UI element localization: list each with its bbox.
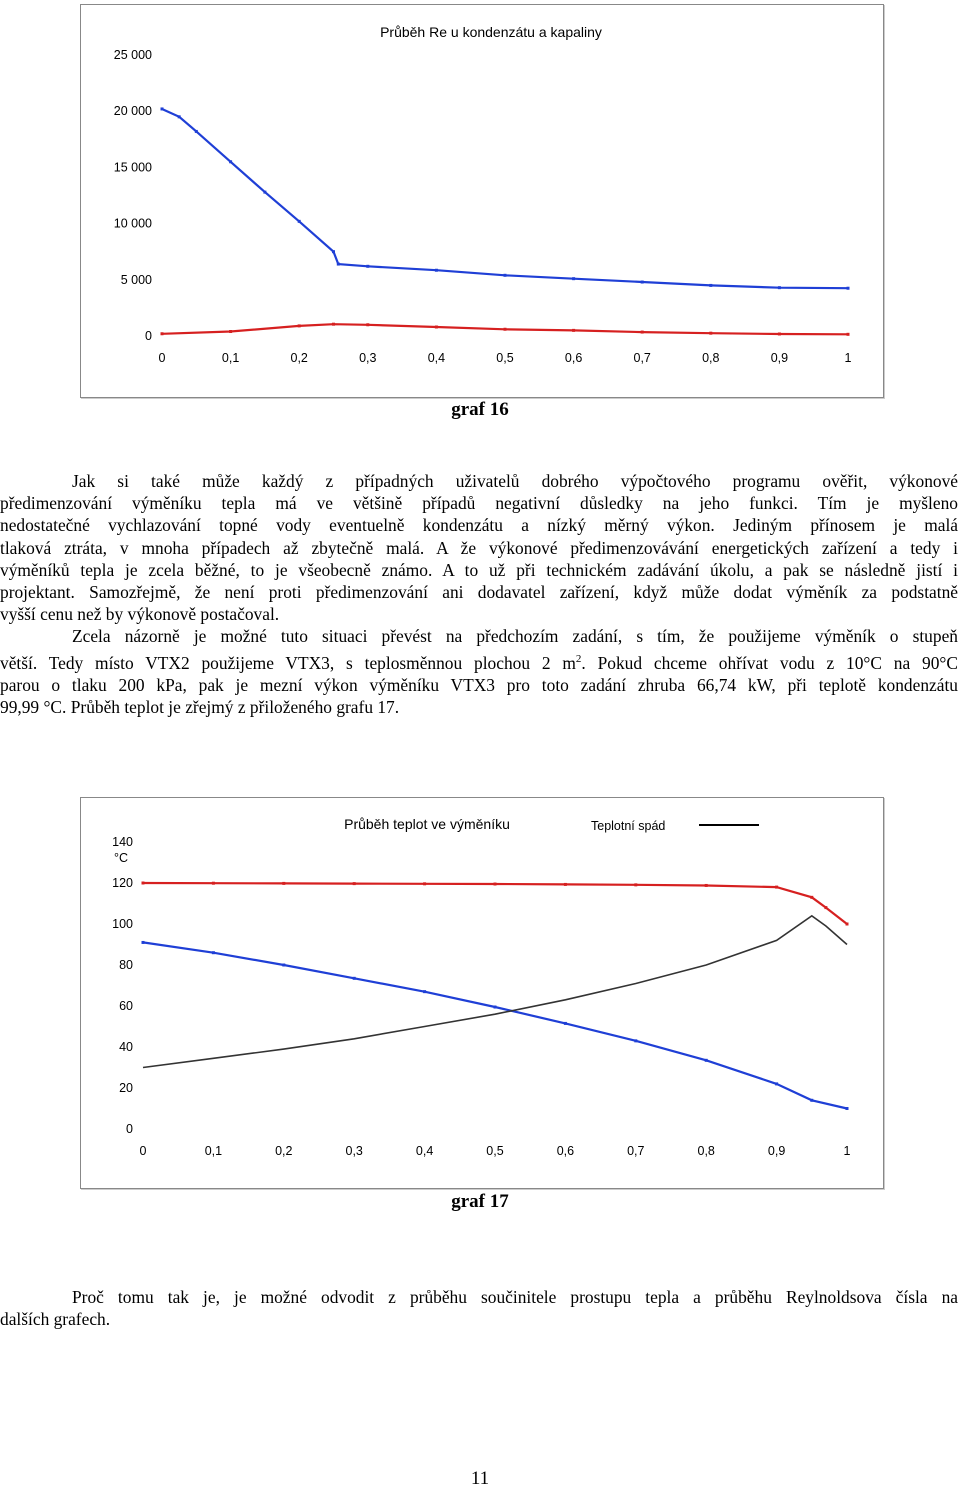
data-point bbox=[161, 107, 164, 110]
data-point bbox=[775, 886, 778, 889]
data-point bbox=[298, 324, 301, 327]
x-tick-label: 0,2 bbox=[290, 351, 308, 365]
x-tick-label: 0,9 bbox=[767, 1144, 786, 1158]
chart-re-frame bbox=[80, 4, 884, 398]
data-point bbox=[564, 883, 567, 886]
p3-line-2: dalších grafech. bbox=[0, 1309, 111, 1330]
data-point bbox=[709, 332, 712, 335]
x-tick-label: 0,7 bbox=[627, 1144, 645, 1158]
y-tick-label: 140 bbox=[112, 835, 133, 849]
data-point bbox=[353, 977, 356, 980]
data-point bbox=[634, 883, 637, 886]
data-point bbox=[282, 882, 285, 885]
data-point bbox=[709, 284, 712, 287]
y-tick-label: 10 000 bbox=[113, 216, 152, 231]
data-point bbox=[298, 220, 301, 223]
chart-temp bbox=[81, 798, 883, 1188]
x-tick-label: 0 bbox=[139, 1144, 147, 1158]
data-point bbox=[564, 1022, 567, 1025]
x-tick-label: 1 bbox=[843, 1144, 851, 1158]
data-point bbox=[178, 115, 181, 118]
x-tick-label: 0,4 bbox=[427, 351, 446, 365]
data-point bbox=[778, 332, 781, 335]
y-tick-label: 40 bbox=[119, 1040, 133, 1054]
data-point bbox=[366, 323, 369, 326]
series-line-0 bbox=[143, 883, 847, 924]
data-point bbox=[282, 964, 285, 967]
data-point bbox=[195, 130, 198, 133]
x-tick-label: 0,9 bbox=[770, 351, 789, 365]
data-point bbox=[778, 286, 781, 289]
p1-line-4: tlaková ztráta, v mnoha případech až zbytečně malá. A že výkonové předimenzovávání energetických zařízení a tedy i bbox=[0, 537, 958, 558]
data-point bbox=[705, 884, 708, 887]
p1-line-5: výměníků tepla je zcela běžné, to je všeobecně známo. A to už při technickém zadávání úkolu, a pak se následně jistí i bbox=[0, 559, 958, 580]
p1-line-3: nedostatečné vychlazování topné vody eventuelně kondenzátu a nízký měrný výkon. Jediným přínosem je malá bbox=[0, 515, 958, 536]
p1-line-6: projektant. Samozřejmě, že není proti předimenzování ani dodavatel zařízení, když může dodat výměník za podstatně bbox=[0, 582, 958, 603]
data-point bbox=[494, 1006, 497, 1009]
paragraph-block-2 bbox=[0, 1286, 958, 1330]
x-tick-label: 0 bbox=[158, 351, 166, 365]
x-tick-label: 0,7 bbox=[633, 351, 651, 365]
data-point bbox=[142, 941, 145, 944]
y-tick-label: 120 bbox=[112, 876, 133, 890]
data-point bbox=[847, 333, 850, 336]
data-point bbox=[810, 1099, 813, 1102]
x-tick-label: 0,8 bbox=[697, 1144, 715, 1158]
y-tick-label: 60 bbox=[119, 999, 133, 1013]
data-point bbox=[366, 265, 369, 268]
caption-graf-17: graf 17 bbox=[451, 1191, 509, 1212]
data-point bbox=[504, 328, 507, 331]
y-tick-label: 20 bbox=[119, 1081, 133, 1095]
data-point bbox=[229, 330, 232, 333]
data-point bbox=[504, 274, 507, 277]
data-point bbox=[824, 906, 827, 909]
y-axis-label: °C bbox=[113, 851, 129, 865]
p1-line-7: vyšší cenu než by výkonově postačoval. bbox=[0, 604, 280, 625]
x-tick-label: 0,5 bbox=[496, 351, 514, 365]
x-tick-label: 0,8 bbox=[702, 351, 720, 365]
y-tick-label: 0 bbox=[145, 329, 152, 343]
p3-line-1: Proč tomu tak je, je možné odvodit z průběhu součinitele prostupu tepla a průběhu Reylnoldsova čísla na bbox=[72, 1287, 958, 1307]
x-tick-label: 0,3 bbox=[345, 1144, 363, 1158]
data-point bbox=[142, 882, 145, 885]
chart-re bbox=[81, 5, 883, 397]
data-point bbox=[212, 882, 215, 885]
x-tick-label: 0,2 bbox=[275, 1144, 293, 1158]
x-tick-label: 0,1 bbox=[221, 351, 240, 365]
data-point bbox=[337, 263, 340, 266]
paragraph-block-1 bbox=[0, 470, 958, 718]
data-point bbox=[435, 326, 438, 329]
data-point bbox=[705, 1059, 708, 1062]
data-point bbox=[847, 287, 850, 290]
series-line-2 bbox=[143, 916, 847, 1068]
chart-title: Průběh Re u kondenzátu a kapaliny bbox=[380, 24, 602, 40]
y-tick-label: 5 000 bbox=[120, 272, 152, 287]
data-point bbox=[353, 882, 356, 885]
series-line-1 bbox=[143, 942, 847, 1108]
data-point bbox=[775, 1082, 778, 1085]
data-point bbox=[229, 160, 232, 163]
data-point bbox=[435, 269, 438, 272]
chart-title: Průběh teplot ve výměníku bbox=[344, 816, 510, 832]
page-number: 11 bbox=[470, 1468, 490, 1489]
superscript-2: 2 bbox=[575, 652, 582, 665]
p2-line-2b: . Pokud chceme ohřívat vodu z 10°C na 90°C bbox=[581, 652, 958, 673]
data-point bbox=[634, 1039, 637, 1042]
caption-graf-16: graf 16 bbox=[451, 399, 509, 420]
p2-line-4: 99,99 °C. Průběh teplot je zřejmý z přiloženého grafu 17. bbox=[0, 696, 400, 717]
x-tick-label: 0,3 bbox=[359, 351, 377, 365]
data-point bbox=[572, 277, 575, 280]
data-point bbox=[641, 281, 644, 284]
data-point bbox=[212, 951, 215, 954]
data-point bbox=[332, 250, 335, 253]
y-tick-label: 100 bbox=[112, 917, 133, 931]
x-tick-label: 1 bbox=[844, 351, 852, 365]
y-tick-label: 25 000 bbox=[113, 48, 152, 62]
y-tick-label: 80 bbox=[119, 958, 133, 972]
p2-line-1: Zcela názorně je možné tuto situaci převést na předchozím zadání, s tím, že použijeme výměník o stupeň bbox=[72, 626, 958, 647]
x-tick-label: 0,5 bbox=[486, 1144, 504, 1158]
data-point bbox=[846, 1107, 849, 1110]
data-point bbox=[332, 323, 335, 326]
y-tick-label: 20 000 bbox=[113, 104, 152, 119]
x-tick-label: 0,6 bbox=[556, 1144, 575, 1158]
legend-label: Teplotní spád bbox=[591, 819, 666, 833]
x-tick-label: 0,1 bbox=[204, 1144, 223, 1158]
p2-line-2a: větší. Tedy místo VTX2 použijeme VTX3, s teplosměnnou plochou 2 m bbox=[0, 652, 576, 673]
p2-line-2 bbox=[0, 648, 958, 674]
series-line-0 bbox=[162, 109, 848, 288]
y-tick-label: 0 bbox=[126, 1122, 133, 1136]
data-point bbox=[423, 882, 426, 885]
y-tick-label: 15 000 bbox=[113, 160, 152, 175]
data-point bbox=[423, 990, 426, 993]
chart-temp-frame bbox=[80, 797, 884, 1189]
data-point bbox=[263, 191, 266, 194]
p2-line-3: parou o tlaku 200 kPa, pak je mezní výkon výměníku VTX3 pro toto zadání zhruba 66,74 kW, při teplotě kondenzátu bbox=[0, 674, 958, 695]
p1-line-1: Jak si také může každý z případných uživatelů dobrého výpočtového programu ověřit, výkonové bbox=[72, 471, 958, 491]
data-point bbox=[161, 332, 164, 335]
x-tick-label: 0,4 bbox=[415, 1144, 434, 1158]
x-tick-label: 0,6 bbox=[564, 351, 583, 365]
data-point bbox=[494, 883, 497, 886]
data-point bbox=[572, 329, 575, 332]
data-point bbox=[641, 331, 644, 334]
data-point bbox=[846, 923, 849, 926]
p1-line-2: předimenzování výměníku tepla má ve většině případů negativní důsledky na jeho funkci. Tím je myšleno bbox=[0, 493, 958, 514]
data-point bbox=[810, 896, 813, 899]
